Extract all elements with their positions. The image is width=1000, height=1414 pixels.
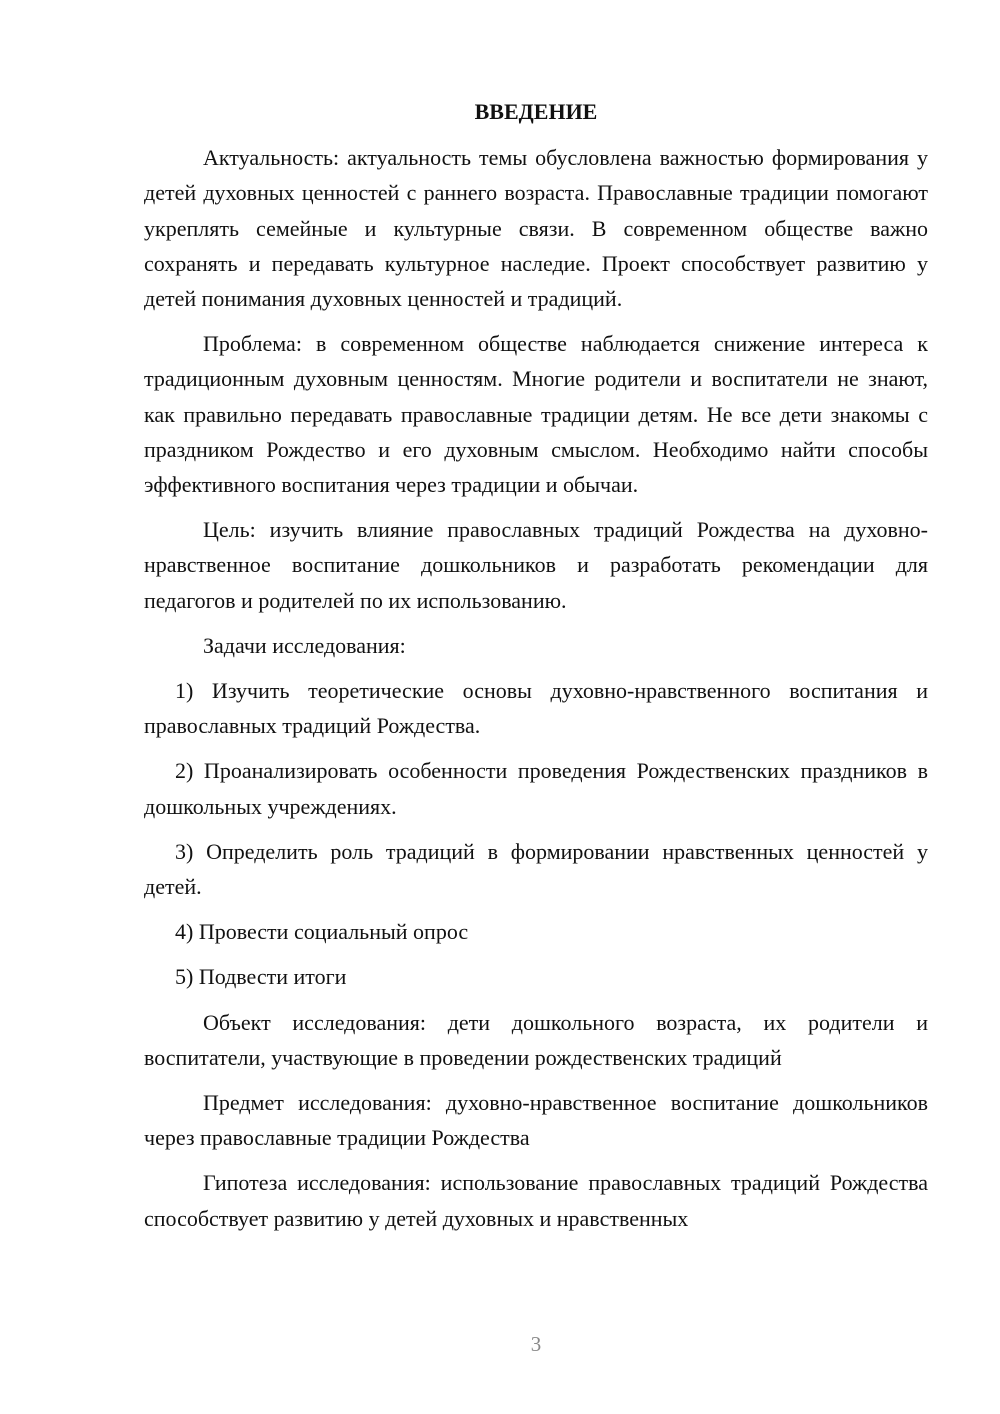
paragraph-relevance: Актуальность: актуальность темы обусловлена важностью формирования у детей духовных ценностей с раннего возраста. Православные традиции помогают укреплять семейные и культурные связи. В современном обществе важно сохранять и передавать культурное наследие. Проект способствует развитию у детей понимания духовных ценностей и традиций. (144, 145, 928, 312)
paragraph-goal: Цель: изучить влияние православных традиций Рождества на духовно-нравственное воспитание дошкольников и разработать рекомендации для педагогов и родителей по их использованию. (144, 517, 928, 613)
page-number: 3 (530, 1332, 542, 1356)
paragraph-subject: Предмет исследования: духовно-нравственное воспитание дошкольников через православные традиции Рождества (144, 1090, 928, 1151)
task-item: 2) Проанализировать особенности проведения Рождественских праздников в дошкольных учреждениях. (144, 758, 928, 819)
task-item: 3) Определить роль традиций в формировании нравственных ценностей у детей. (144, 838, 928, 900)
page-content (144, 94, 928, 1246)
tasks-heading: Задачи исследования: (203, 632, 406, 658)
task-item: 4) Провести социальный опрос (175, 919, 469, 945)
task-item: 1) Изучить теоретические основы духовно-нравственного воспитания и православных традиций Рождества. (144, 678, 928, 739)
page-title: ВВЕДЕНИЕ (474, 99, 598, 124)
paragraph-hypothesis: Гипотеза исследования: использование православных традиций Рождества способствует развитию у детей духовных и нравственных (144, 1170, 928, 1231)
paragraph-problem: Проблема: в современном обществе наблюдается снижение интереса к традиционным духовным ценностям. Многие родители и воспитатели не знают, как правильно передавать православные традиции детям. Не все дети знакомы с праздником Рождество и его духовным смыслом. Необходимо найти способы эффективного воспитания через традиции и обычаи. (144, 331, 928, 498)
paragraph-object: Объект исследования: дети дошкольного возраста, их родители и воспитатели, участвующие в проведении рождественских традиций (144, 1009, 928, 1070)
task-item: 5) Подвести итоги (175, 964, 347, 990)
